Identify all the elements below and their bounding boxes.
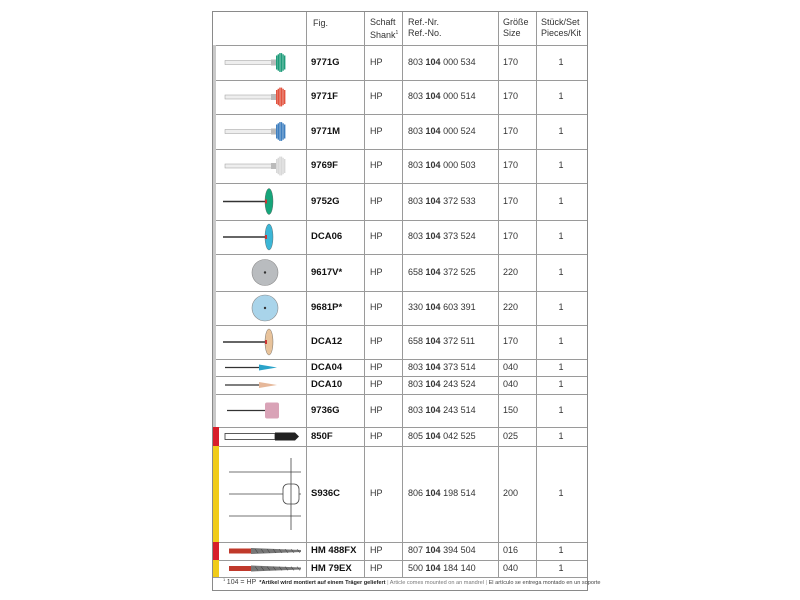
cell-fig: 9736G <box>311 405 340 416</box>
instrument-image <box>221 254 305 291</box>
cell-size: 025 <box>503 431 519 441</box>
ref-part: 803 <box>408 379 424 389</box>
header-qty-en: Pieces/Kit <box>541 28 582 38</box>
ref-part: 198 514 <box>443 488 476 498</box>
instrument-image <box>221 359 305 376</box>
instrument-image <box>221 376 305 394</box>
ref-part: 000 503 <box>443 160 476 170</box>
cell-shank: HP <box>370 302 383 312</box>
row-color-bar <box>213 560 219 577</box>
ref-part: 104 <box>425 336 441 346</box>
table-row <box>213 394 587 427</box>
column-divider <box>306 12 307 577</box>
table-row <box>213 114 587 149</box>
ref-part: 803 <box>408 196 424 206</box>
row-color-bar <box>213 183 216 220</box>
ref-part: 803 <box>408 160 424 170</box>
cell-qty: 1 <box>558 563 564 573</box>
cell-size: 220 <box>503 267 519 277</box>
table-row <box>213 427 587 446</box>
instrument-image <box>221 560 305 577</box>
ref-part: 330 <box>408 302 424 312</box>
ref-part: 104 <box>425 431 441 441</box>
row-color-bar <box>213 114 216 149</box>
instrument-image <box>221 394 305 427</box>
cell-qty: 1 <box>558 267 564 277</box>
row-color-bar <box>213 220 216 254</box>
cell-size: 170 <box>503 231 519 241</box>
column-divider <box>498 12 499 577</box>
cell-fig: 9771G <box>311 57 340 68</box>
ref-part: 104 <box>425 57 441 67</box>
cell-ref <box>408 563 476 573</box>
ref-part: 104 <box>425 488 441 498</box>
cell-ref <box>408 545 476 555</box>
footnote-sep: | <box>485 579 488 586</box>
cell-size: 170 <box>503 57 519 67</box>
ref-part: 104 <box>425 160 441 170</box>
header-shank-en: Shank <box>370 30 396 40</box>
cell-fig: S936C <box>311 488 341 499</box>
instrument-image <box>221 183 305 220</box>
table-row <box>213 376 587 394</box>
cell-qty: 1 <box>558 126 564 136</box>
footnote-sup: 1 <box>223 577 226 582</box>
cell-size: 170 <box>503 160 519 170</box>
header-ref-en: Ref.-No. <box>408 28 442 38</box>
footnote-de: *Artikel wird montiert auf einem Träger geliefert <box>259 579 386 586</box>
ref-part: 394 504 <box>443 545 476 555</box>
instrument-image <box>221 80 305 114</box>
ref-part: 104 <box>425 196 441 206</box>
table-row <box>213 80 587 114</box>
column-divider <box>402 12 403 577</box>
table-row <box>213 45 587 80</box>
table-row <box>213 542 587 560</box>
ref-part: 104 <box>425 231 441 241</box>
cell-ref <box>408 160 476 170</box>
instrument-image <box>221 427 305 446</box>
instrument-image <box>221 149 305 183</box>
cell-qty: 1 <box>558 545 564 555</box>
cell-size: 040 <box>503 362 519 372</box>
ref-part: 000 514 <box>443 91 476 101</box>
ref-part: 184 140 <box>443 563 476 573</box>
ref-part: 104 <box>425 545 441 555</box>
cell-ref <box>408 405 476 415</box>
cell-ref <box>408 431 476 441</box>
cell-qty: 1 <box>558 431 564 441</box>
footnote-en: Article comes mounted on an mandrel <box>389 579 484 586</box>
row-color-bar <box>213 394 216 427</box>
cell-fig: 9771M <box>311 126 341 137</box>
cell-shank: HP <box>370 563 383 573</box>
ref-part: 000 534 <box>443 57 476 67</box>
cell-size: 040 <box>503 563 519 573</box>
row-color-bar <box>213 542 219 560</box>
cell-shank: HP <box>370 91 383 101</box>
cell-size: 016 <box>503 545 519 555</box>
footnote <box>213 577 601 586</box>
row-color-bar <box>213 446 219 542</box>
cell-ref <box>408 336 475 346</box>
instrument-image <box>221 291 305 325</box>
cell-qty: 1 <box>558 57 564 67</box>
header-qty-de: Stück/Set <box>541 17 580 27</box>
table-row <box>213 149 587 183</box>
row-color-bar <box>213 45 216 80</box>
instrument-image <box>221 446 305 542</box>
cell-ref <box>408 196 476 206</box>
header-shank-sup: 1 <box>395 30 399 36</box>
header-size-en: Size <box>503 28 521 38</box>
header-size-de: Größe <box>503 17 529 27</box>
cell-qty: 1 <box>558 231 564 241</box>
ref-part: 243 524 <box>443 379 476 389</box>
cell-fig: DCA06 <box>311 231 343 242</box>
ref-part: 803 <box>408 231 424 241</box>
cell-size: 170 <box>503 126 519 136</box>
row-color-bar <box>213 376 216 394</box>
ref-part: 500 <box>408 563 424 573</box>
ref-part: 104 <box>425 563 441 573</box>
ref-part: 104 <box>425 405 441 415</box>
ref-part: 000 524 <box>443 126 476 136</box>
cell-ref <box>408 91 476 101</box>
cell-fig: DCA10 <box>311 379 343 390</box>
cell-size: 170 <box>503 91 519 101</box>
ref-part: 104 <box>425 302 441 312</box>
cell-fig: 9681P* <box>311 302 343 313</box>
instrument-image <box>221 114 305 149</box>
ref-part: 104 <box>425 91 441 101</box>
cell-fig: 850F <box>311 431 333 442</box>
row-color-bar <box>213 291 216 325</box>
cell-qty: 1 <box>558 196 564 206</box>
ref-part: 104 <box>425 362 441 372</box>
ref-part: 603 391 <box>443 302 476 312</box>
ref-part: 243 514 <box>443 405 476 415</box>
ref-part: 658 <box>408 336 424 346</box>
table-row <box>213 560 587 577</box>
ref-part: 042 525 <box>443 431 476 441</box>
cell-shank: HP <box>370 488 383 498</box>
table-row <box>213 446 587 542</box>
ref-part: 658 <box>408 267 424 277</box>
cell-fig: 9617V* <box>311 267 343 278</box>
instrument-image <box>221 220 305 254</box>
ref-part: 806 <box>408 488 424 498</box>
ref-part: 104 <box>425 126 441 136</box>
instrument-image <box>221 45 305 80</box>
cell-shank: HP <box>370 126 383 136</box>
cell-fig: 9752G <box>311 196 340 207</box>
column-divider <box>536 12 537 577</box>
footnote-hp: 104 = HP <box>226 578 257 586</box>
row-color-bar <box>213 80 216 114</box>
cell-fig: 9769F <box>311 160 338 171</box>
cell-fig: HM 488FX <box>311 545 357 556</box>
cell-shank: HP <box>370 57 383 67</box>
cell-shank: HP <box>370 267 383 277</box>
ref-part: 372 533 <box>443 196 476 206</box>
cell-size: 150 <box>503 405 519 415</box>
table-row <box>213 359 587 376</box>
cell-ref <box>408 231 476 241</box>
cell-ref <box>408 379 476 389</box>
cell-fig: 9771F <box>311 91 338 102</box>
cell-qty: 1 <box>558 405 564 415</box>
cell-shank: HP <box>370 196 383 206</box>
cell-ref <box>408 267 476 277</box>
row-color-bar <box>213 427 219 446</box>
cell-shank: HP <box>370 379 383 389</box>
ref-part: 104 <box>425 379 441 389</box>
column-divider <box>364 12 365 577</box>
cell-size: 220 <box>503 302 519 312</box>
cell-fig: DCA04 <box>311 362 343 373</box>
table-row <box>213 291 587 325</box>
cell-qty: 1 <box>558 362 564 372</box>
ref-part: 805 <box>408 431 424 441</box>
ref-part: 803 <box>408 91 424 101</box>
instrument-image <box>221 542 305 560</box>
cell-size: 170 <box>503 336 519 346</box>
instrument-image <box>221 325 305 359</box>
cell-ref <box>408 57 476 67</box>
cell-shank: HP <box>370 545 383 555</box>
table-row <box>213 254 587 291</box>
cell-shank: HP <box>370 431 383 441</box>
row-color-bar <box>213 325 216 359</box>
row-color-bar <box>213 149 216 183</box>
table-row <box>213 325 587 359</box>
cell-shank: HP <box>370 160 383 170</box>
ref-part: 803 <box>408 126 424 136</box>
cell-shank: HP <box>370 405 383 415</box>
ref-part: 373 524 <box>443 231 476 241</box>
header-shank-en-wrap <box>370 28 398 41</box>
ref-part: 803 <box>408 362 424 372</box>
cell-qty: 1 <box>558 91 564 101</box>
cell-ref <box>408 362 476 372</box>
cell-fig: DCA12 <box>311 336 343 347</box>
ref-part: 372 511 <box>443 336 475 346</box>
cell-ref <box>408 302 476 312</box>
cell-fig: HM 79EX <box>311 563 352 574</box>
cell-qty: 1 <box>558 488 564 498</box>
cell-qty: 1 <box>558 379 564 389</box>
cell-size: 200 <box>503 488 519 498</box>
row-color-bar <box>213 254 216 291</box>
footnote-sep: | <box>387 579 389 586</box>
cell-ref <box>408 488 476 498</box>
cell-shank: HP <box>370 336 383 346</box>
ref-part: 807 <box>408 545 424 555</box>
ref-part: 803 <box>408 405 424 415</box>
ref-part: 104 <box>425 267 441 277</box>
cell-ref <box>408 126 476 136</box>
cell-qty: 1 <box>558 302 564 312</box>
header-ref-de: Ref.-Nr. <box>408 17 440 27</box>
cell-qty: 1 <box>558 160 564 170</box>
cell-shank: HP <box>370 231 383 241</box>
header-fig-label: Fig. <box>313 18 329 28</box>
footnote-es: El artículo se entrega montado en un soporte <box>488 579 601 586</box>
cell-size: 040 <box>503 379 519 389</box>
cell-shank: HP <box>370 362 383 372</box>
row-color-bar <box>213 359 216 376</box>
ref-part: 372 525 <box>443 267 476 277</box>
ref-part: 803 <box>408 57 424 67</box>
cell-qty: 1 <box>558 336 564 346</box>
table-row <box>213 220 587 254</box>
header-shank-de: Schaft <box>370 17 396 27</box>
cell-size: 170 <box>503 196 519 206</box>
product-table <box>212 11 601 591</box>
ref-part: 373 514 <box>443 362 476 372</box>
table-row <box>213 183 587 220</box>
